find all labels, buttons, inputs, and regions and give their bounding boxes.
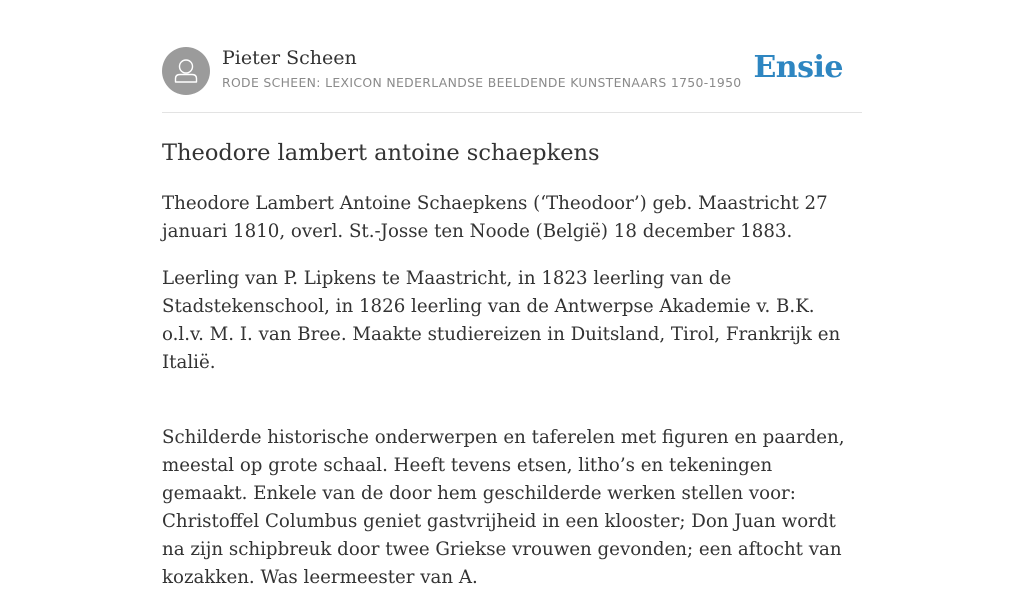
source-title[interactable]: RODE SCHEEN: LEXICON NEDERLANDSE BEELDENDE KUNSTENAARS 1750-1950 bbox=[222, 75, 742, 90]
article-header bbox=[162, 46, 862, 113]
article-paragraph: Theodore Lambert Antoine Schaepkens (‘Theodoor’) geb. Maastricht 27 januari 1810, overl. St.-Josse ten Noode (België) 18 december 1883. bbox=[162, 193, 828, 242]
article-body bbox=[162, 190, 862, 611]
avatar[interactable] bbox=[162, 47, 210, 95]
page-title: Theodore lambert antoine schaepkens bbox=[162, 140, 600, 166]
ensie-logo[interactable]: Ensie bbox=[753, 50, 843, 85]
article-paragraph: Schilderde historische onderwerpen en taferelen met figuren en paarden, meestal op grote schaal. Heeft tevens etsen, litho’s en tekeningen gemaakt. Enkele van de door hem geschilderde werken stellen voor: Christoffel Columbus geniet gastvrijheid in een klooster; Don Juan wordt na zijn schipbreuk door twee Griekse vrouwen gevonden; een aftocht van kozakken. Was leermeester van A. bbox=[162, 427, 845, 588]
article-container bbox=[162, 46, 862, 588]
article-paragraph: Leerling van P. Lipkens te Maastricht, in 1823 leerling van de Stadstekenschool, in 1826 leerling van de Antwerpse Akademie v. B.K. o.l.v. M. I. van Bree. Maakte studiereizen in Duitsland, Tirol, Frankrijk en Italië. bbox=[162, 268, 841, 373]
author-name[interactable]: Pieter Scheen bbox=[222, 47, 357, 69]
user-icon bbox=[162, 47, 210, 95]
